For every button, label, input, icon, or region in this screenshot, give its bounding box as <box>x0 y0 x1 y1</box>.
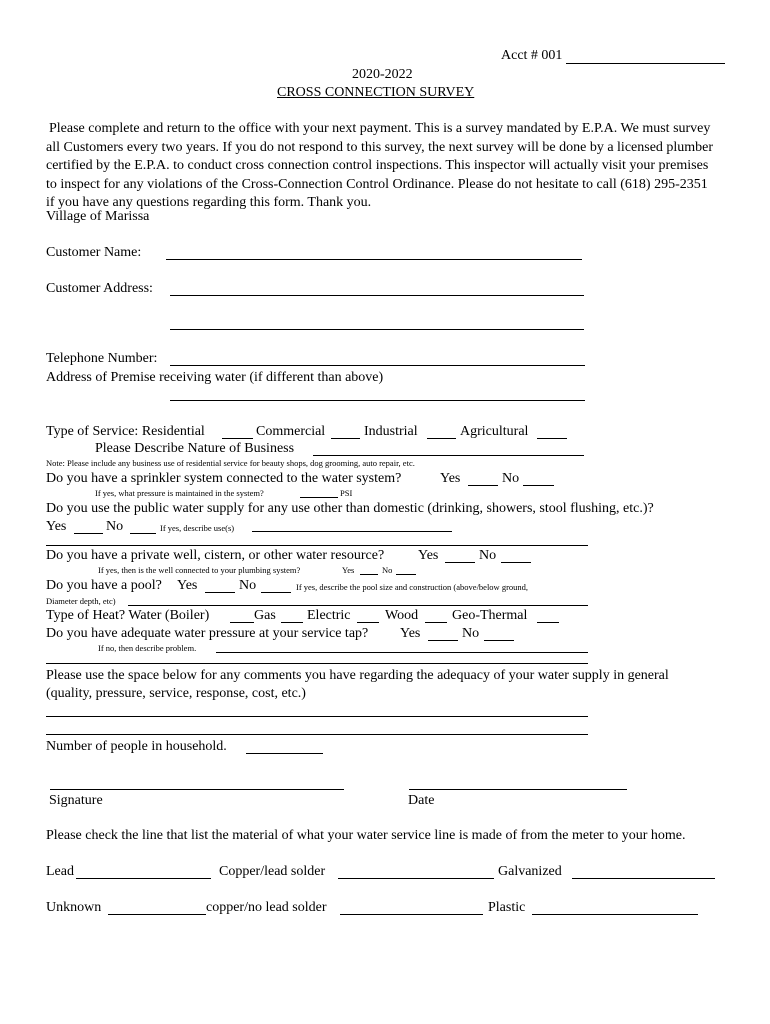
gas-label: Gas <box>254 608 276 623</box>
lead-label: Lead <box>46 864 74 879</box>
service-note: Note: Please include any business use of residential service for beauty shops, dog grooming, auto repair, etc. <box>46 458 415 468</box>
well-connected-label: If yes, then is the well connected to your plumbing system? <box>98 565 301 575</box>
pressure-yes-line[interactable] <box>428 640 458 641</box>
well-connected-yes-line[interactable] <box>360 574 378 575</box>
pool-question: Do you have a pool? <box>46 578 162 593</box>
describe-uses-field[interactable] <box>252 531 452 532</box>
geothermal-line[interactable] <box>537 622 559 623</box>
pool-no-line[interactable] <box>261 592 291 593</box>
wood-label: Wood <box>385 608 419 623</box>
industrial-line[interactable] <box>427 438 456 439</box>
pool-describe-field[interactable] <box>128 605 588 606</box>
service-type-label: Type of Service: Residential <box>46 424 205 439</box>
sprinkler-no-line[interactable] <box>523 485 554 486</box>
pool-describe-label: If yes, describe the pool size and construction (above/below ground, <box>296 582 529 592</box>
public-supply-question: Do you use the public water supply for any use other than domestic (drinking, showers, stool flushing, etc.)? <box>46 501 654 516</box>
public-supply-yes-line[interactable] <box>74 533 103 534</box>
business-nature-label: Please Describe Nature of Business <box>95 441 295 456</box>
date-label: Date <box>408 793 435 808</box>
well-yes-line[interactable] <box>445 562 475 563</box>
pool-yes-line[interactable] <box>205 592 235 593</box>
customer-name-label: Customer Name: <box>46 245 142 260</box>
public-supply-no-label: No <box>106 519 124 534</box>
sprinkler-no-label: No <box>502 471 520 486</box>
customer-address-field[interactable] <box>170 295 584 296</box>
sprinkler-yes-label: Yes <box>440 471 461 486</box>
electric-label: Electric <box>307 608 351 623</box>
customer-address-label: Customer Address: <box>46 281 153 296</box>
plastic-line[interactable] <box>532 914 698 915</box>
sprinkler-yes-line[interactable] <box>468 485 498 486</box>
page-title: CROSS CONNECTION SURVEY <box>277 85 475 100</box>
household-field[interactable] <box>246 753 323 754</box>
pressure-describe-label: If no, then describe problem. <box>98 643 197 653</box>
describe-uses-label: If yes, describe use(s) <box>160 523 235 533</box>
well-connected-no-line[interactable] <box>396 574 416 575</box>
copper-nolead-line[interactable] <box>340 914 483 915</box>
copper-nolead-label: copper/no lead solder <box>206 900 327 915</box>
customer-name-field[interactable] <box>166 259 582 260</box>
household-label: Number of people in household. <box>46 739 227 754</box>
org-name: Village of Marissa <box>46 209 150 224</box>
unknown-line[interactable] <box>108 914 206 915</box>
telephone-label: Telephone Number: <box>46 351 158 366</box>
describe-uses-field-2[interactable] <box>46 545 588 546</box>
heat-type-label: Type of Heat? Water (Boiler) <box>46 608 210 623</box>
comments-line-1[interactable] <box>46 716 588 717</box>
customer-address-field-2[interactable] <box>170 329 584 330</box>
signature-field[interactable] <box>50 789 344 790</box>
wood-line[interactable] <box>425 622 447 623</box>
plastic-label: Plastic <box>488 900 526 915</box>
premise-address-field[interactable] <box>170 400 585 401</box>
comments-prompt: Please use the space below for any comments you have regarding the adequacy of your water supply in general <box>46 668 669 683</box>
commercial-label: Commercial <box>256 424 326 439</box>
pressure-no-line[interactable] <box>484 640 514 641</box>
comments-prompt-2: (quality, pressure, service, response, cost, etc.) <box>46 686 306 701</box>
sprinkler-psi-label: If yes, what pressure is maintained in the system? <box>95 488 264 498</box>
geothermal-label: Geo-Thermal <box>452 608 528 623</box>
pool-yes-label: Yes <box>177 578 198 593</box>
intro-paragraph: Please complete and return to the office with your next payment. This is a survey mandated by E.P.A. We must survey all Customers every two years. If you do not respond to this survey, the next survey will be done by a licensed plumber certified by the E.P.A. to conduct cross connection control inspections. This inspector will actually visit your premises to inspect for any violations of the Cross-Connection Control Ordinance. Please do not hesitate to call (618) 295-2351 if you have any questions regarding this form. Thank you. <box>46 121 714 210</box>
account-number-line[interactable] <box>566 63 725 64</box>
well-no-label: No <box>479 548 497 563</box>
unknown-label: Unknown <box>46 900 102 915</box>
gas-line[interactable] <box>281 622 303 623</box>
industrial-label: Industrial <box>364 424 418 439</box>
galvanized-line[interactable] <box>572 878 715 879</box>
pressure-describe-field-2[interactable] <box>46 663 588 664</box>
pool-diameter-label: Diameter depth, etc) <box>46 596 116 606</box>
account-number-label: Acct # 001 <box>501 48 563 63</box>
signature-label: Signature <box>49 793 103 808</box>
agricultural-label: Agricultural <box>460 424 529 439</box>
pressure-no-label: No <box>462 626 480 641</box>
psi-unit: PSI <box>340 488 353 498</box>
telephone-field[interactable] <box>170 365 585 366</box>
premise-address-label: Address of Premise receiving water (if different than above) <box>46 370 384 385</box>
agricultural-line[interactable] <box>537 438 567 439</box>
date-field[interactable] <box>409 789 627 790</box>
sprinkler-question: Do you have a sprinkler system connected to the water system? <box>46 471 402 486</box>
survey-years: 2020-2022 <box>352 67 413 82</box>
sprinkler-psi-field[interactable] <box>300 497 338 498</box>
pressure-yes-label: Yes <box>400 626 421 641</box>
commercial-line[interactable] <box>331 438 360 439</box>
pressure-describe-field[interactable] <box>216 652 588 653</box>
galvanized-label: Galvanized <box>498 864 562 879</box>
business-nature-field[interactable] <box>313 455 584 456</box>
public-supply-yes-label: Yes <box>46 519 67 534</box>
electric-line[interactable] <box>357 622 379 623</box>
well-connected-yes: Yes <box>342 565 355 575</box>
pressure-question: Do you have adequate water pressure at your service tap? <box>46 626 369 641</box>
lead-line[interactable] <box>76 878 211 879</box>
public-supply-no-line[interactable] <box>130 533 156 534</box>
copper-lead-label: Copper/lead solder <box>219 864 326 879</box>
comments-line-2[interactable] <box>46 734 588 735</box>
well-yes-label: Yes <box>418 548 439 563</box>
well-question: Do you have a private well, cistern, or other water resource? <box>46 548 385 563</box>
material-prompt: Please check the line that list the material of what your water service line is made of from the meter to your home. <box>46 828 686 843</box>
well-connected-no: No <box>382 565 393 575</box>
residential-line[interactable] <box>222 438 253 439</box>
well-no-line[interactable] <box>501 562 531 563</box>
boiler-line[interactable] <box>230 622 254 623</box>
copper-lead-line[interactable] <box>338 878 494 879</box>
pool-no-label: No <box>239 578 257 593</box>
